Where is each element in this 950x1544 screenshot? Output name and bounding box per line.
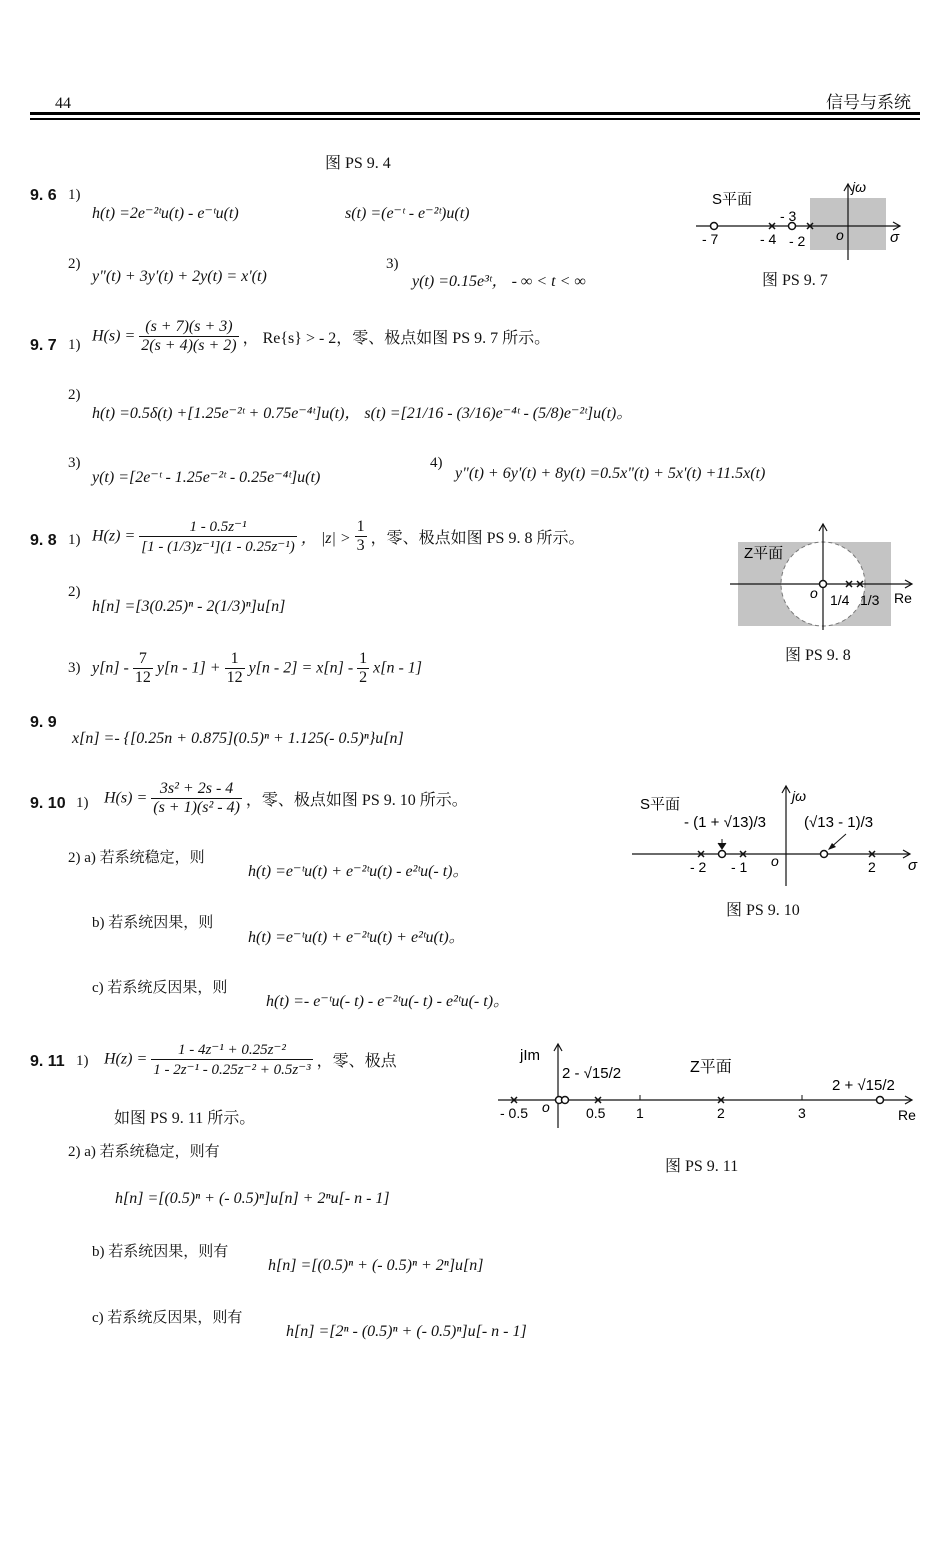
roc-text: ， |z| >	[300, 530, 351, 547]
tick-label: - 0.5	[500, 1105, 529, 1121]
equation-causal: h[n] =[(0.5)ⁿ + (- 0.5)ⁿ + 2ⁿ]u[n]	[268, 1257, 484, 1274]
axis-label-re: Re	[894, 590, 912, 606]
part-label: 4)	[430, 455, 443, 471]
term: y[n] -	[92, 659, 129, 677]
problem-id: 9. 9	[30, 714, 57, 731]
axis-label-jim: jIm	[520, 1047, 540, 1064]
fraction	[357, 650, 369, 687]
tick-label: - 3	[780, 208, 797, 224]
subpart-label: 2) a) 若系统稳定，则	[68, 850, 205, 866]
part-label: 1)	[76, 1053, 89, 1069]
term: y[n - 2] = x[n] -	[248, 659, 354, 677]
plane-label: Z平面	[744, 545, 784, 562]
term: y[n - 1] +	[156, 659, 221, 677]
equation-causal: h(t) =e⁻ᵗu(t) + e⁻²ᵗu(t) + e²ᵗu(t)。	[248, 929, 465, 946]
part-label: 3)	[68, 660, 81, 676]
tick-label: - 4	[760, 231, 777, 247]
subpart-label: 2) a) 若系统稳定，则有	[68, 1144, 220, 1160]
lhs: H(z) =	[92, 527, 136, 545]
zero-label-right: (√13 - 1)/3	[804, 814, 874, 831]
subpart-label: b) 若系统因果，则	[92, 915, 214, 931]
transfer-function-hz	[92, 517, 584, 556]
axis-label-sigma: σ	[908, 857, 918, 874]
tick-label: 1	[636, 1105, 644, 1121]
pole-zero-plot-ps911	[494, 1040, 920, 1130]
fraction	[139, 517, 297, 556]
pointer-arrowhead	[718, 843, 726, 849]
plane-label: S平面	[712, 191, 753, 208]
part-label: 3)	[68, 455, 81, 471]
tail-text: ，零、极点如图 PS 9. 10 所示。	[245, 792, 468, 809]
denominator: [1 - (1/3)z⁻¹](1 - 0.25z⁻¹)	[141, 539, 295, 555]
denominator: 3	[356, 537, 365, 554]
tick-label: - 1	[731, 859, 748, 875]
denominator: 1 - 2z⁻¹ - 0.25z⁻² + 0.5z⁻³	[153, 1062, 311, 1078]
part-label: 1)	[76, 795, 89, 811]
tick-label: 1/3	[860, 592, 880, 608]
part-label: 1)	[68, 187, 81, 203]
equation-ht-st: h(t) =0.5δ(t) +[1.25e⁻²ᵗ + 0.75e⁻⁴ᵗ]u(t)， s(t) =[21/16 - (3/16)e⁻⁴ᵗ - (5/8)e⁻²ᵗ]u(t)。	[92, 405, 633, 422]
subpart-label: c) 若系统反因果，则	[92, 980, 228, 996]
numerator: 1 - 4z⁻¹ + 0.25z⁻²	[151, 1040, 312, 1060]
plane-label: Z平面	[690, 1059, 732, 1076]
problem-id: 9. 6	[30, 187, 57, 204]
equation-yt: y(t) =[2e⁻ᵗ - 1.25e⁻²ᵗ - 0.25e⁻⁴ᵗ]u(t)	[92, 469, 321, 486]
subpart-label: b) 若系统因果，则有	[92, 1244, 229, 1260]
plane-label: S平面	[640, 796, 681, 813]
problem-id: 9. 7	[30, 337, 57, 354]
zero-marker	[821, 851, 828, 858]
figure-caption-ps911: 图 PS 9. 11	[665, 1158, 739, 1175]
header-rule-thin	[30, 118, 920, 120]
equation-ht: h(t) =2e⁻²ᵗu(t) - e⁻ᵗu(t)	[92, 205, 239, 222]
equation-hn: h[n] =[3(0.25)ⁿ - 2(1/3)ⁿ]u[n]	[92, 598, 286, 615]
fraction	[151, 1040, 312, 1079]
figure-caption-ps97: 图 PS 9. 7	[762, 272, 828, 289]
part-label: 1)	[68, 532, 81, 548]
continuation-text: 如图 PS 9. 11 所示。	[114, 1110, 256, 1127]
axis-label-jw: jω	[852, 179, 867, 195]
origin-label: o	[542, 1099, 550, 1115]
equation-diff: y"(t) + 3y'(t) + 2y(t) = x'(t)	[92, 268, 267, 285]
transfer-function-hz	[104, 1040, 397, 1079]
roc-text: ， Re{s} > - 2，零、极点如图 PS 9. 7 所示。	[242, 330, 551, 347]
origin-label: o	[771, 853, 779, 869]
equation-st: s(t) =(e⁻ᵗ - e⁻²ᵗ)u(t)	[345, 205, 470, 222]
header-rule-thick	[30, 112, 920, 115]
figure-caption-ps910: 图 PS 9. 10	[726, 902, 800, 919]
fraction	[133, 650, 153, 687]
transfer-function-hs	[92, 318, 550, 355]
part-label: 2)	[68, 584, 81, 600]
fraction	[225, 650, 245, 687]
tail-text: ，零、极点	[316, 1053, 397, 1070]
tick-label: 0.5	[586, 1105, 606, 1121]
lhs: H(s) =	[92, 327, 136, 345]
pole-zero-plot-ps98	[728, 522, 928, 634]
numerator: (s + 7)(s + 3)	[139, 318, 238, 337]
tick-label: 3	[798, 1105, 806, 1121]
numerator: 7	[133, 650, 153, 669]
term: x[n - 1]	[373, 659, 423, 677]
running-title: 信号与系统	[826, 93, 911, 112]
equation-anticausal: h[n] =[2ⁿ - (0.5)ⁿ + (- 0.5)ⁿ]u[- n - 1]	[286, 1323, 527, 1340]
origin-label: o	[836, 227, 844, 243]
origin-label: o	[810, 585, 818, 601]
problem-id: 9. 8	[30, 532, 57, 549]
page-number: 44	[55, 95, 71, 112]
axis-label-jw: jω	[792, 788, 807, 804]
tick-label: - 2	[690, 859, 707, 875]
part-label: 3)	[386, 256, 399, 272]
zero-marker	[719, 851, 726, 858]
fraction	[355, 518, 367, 555]
tick-label: - 7	[702, 231, 719, 247]
figure-caption-ps98: 图 PS 9. 8	[785, 647, 851, 664]
axis-label-sigma: σ	[890, 229, 900, 246]
tick-label: - 2	[789, 233, 806, 249]
roc-text: ，零、极点如图 PS 9. 8 所示。	[370, 530, 585, 547]
equation-yt: y(t) =0.15e³ᵗ， - ∞ < t < ∞	[412, 273, 586, 290]
part-label: 1)	[68, 337, 81, 353]
numerator: 1	[359, 650, 368, 667]
pole-zero-plot-ps910	[628, 782, 930, 890]
numerator: 1	[225, 650, 245, 669]
equation-diff: y"(t) + 6y'(t) + 8y(t) =0.5x"(t) + 5x'(t) +11.5x(t)	[455, 465, 766, 482]
axis-label-re: Re	[898, 1107, 916, 1123]
equation-anticausal: h(t) =- e⁻ᵗu(- t) - e⁻²ᵗu(- t) - e²ᵗu(- t)。	[266, 993, 510, 1010]
denominator: 12	[134, 669, 151, 686]
zero-marker	[711, 223, 718, 230]
transfer-function-hs	[104, 780, 468, 817]
zero-label-right: 2 + √15/2	[832, 1077, 895, 1094]
pole-zero-plot-ps97	[690, 178, 930, 270]
part-label: 2)	[68, 256, 81, 272]
lhs: H(s) =	[104, 789, 148, 807]
figure-caption-ps94: 图 PS 9. 4	[325, 155, 391, 172]
zero-label-left: 2 - √15/2	[562, 1065, 622, 1082]
problem-id: 9. 10	[30, 795, 66, 812]
numerator: 1	[356, 518, 365, 535]
zero-marker	[562, 1097, 569, 1104]
subpart-label: c) 若系统反因果，则有	[92, 1310, 243, 1326]
numerator: 3s² + 2s - 4	[151, 780, 242, 799]
denominator: 2	[359, 669, 368, 686]
zero-label-left: - (1 + √13)/3	[684, 814, 767, 831]
equation-xn: x[n] =- {[0.25n + 0.875](0.5)ⁿ + 1.125(- 0.5)ⁿ}u[n]	[72, 730, 404, 747]
zero-marker	[820, 581, 827, 588]
denominator: 2(s + 4)(s + 2)	[141, 337, 237, 354]
numerator: 1 - 0.5z⁻¹	[139, 517, 297, 537]
denominator: (s + 1)(s² - 4)	[153, 799, 240, 816]
denominator: 12	[226, 669, 243, 686]
difference-equation	[92, 650, 422, 687]
fraction	[139, 318, 238, 355]
lhs: H(z) =	[104, 1050, 148, 1068]
tick-label: 2	[868, 859, 876, 875]
tick-label: 1/4	[830, 592, 850, 608]
fraction	[151, 780, 242, 817]
equation-stable: h(t) =e⁻ᵗu(t) + e⁻²ᵗu(t) - e²ᵗu(- t)。	[248, 863, 469, 880]
part-label: 2)	[68, 387, 81, 403]
zero-marker	[877, 1097, 884, 1104]
problem-id: 9. 11	[30, 1053, 65, 1070]
tick-label: 2	[717, 1105, 725, 1121]
equation-stable: h[n] =[(0.5)ⁿ + (- 0.5)ⁿ]u[n] + 2ⁿu[- n - 1]	[115, 1190, 390, 1207]
